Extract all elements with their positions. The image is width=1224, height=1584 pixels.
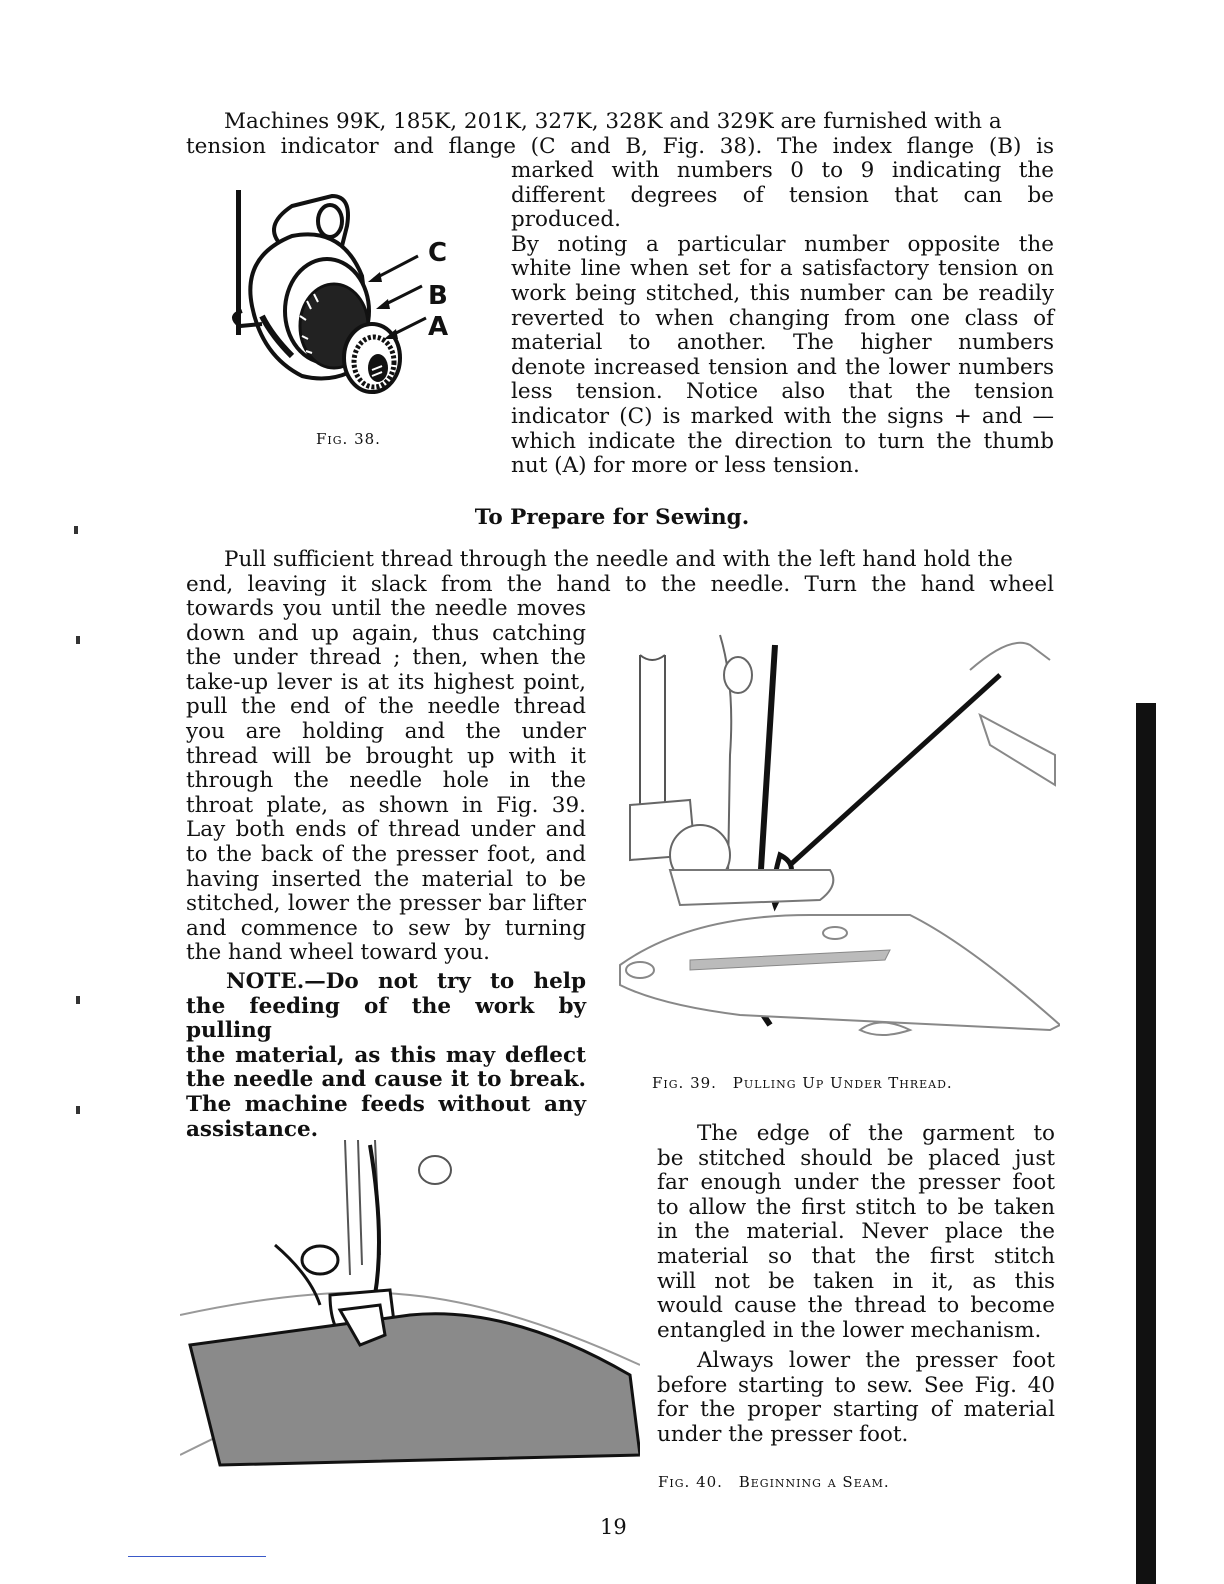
intro-wrap-line: By noting a particular number opposite the <box>511 231 1054 257</box>
fig39-caption-num: Fig. 39. <box>652 1074 717 1092</box>
fig39-illustration <box>610 615 1060 1055</box>
edge-line: would cause the thread to become <box>657 1293 1055 1319</box>
binding-mark <box>76 1106 80 1114</box>
note-last: assistance. <box>186 1116 319 1142</box>
prepare-narrow-line: stitched, lower the presser bar lifter <box>186 891 586 917</box>
edge-line: to allow the first stitch to be taken <box>657 1194 1055 1220</box>
intro-wrap-line: reverted to when changing from one class of <box>511 305 1054 331</box>
prepare-narrow-line: throat plate, as shown in Fig. 39. <box>186 792 586 818</box>
intro-wrap-line: work being stitched, this number can be readily <box>511 280 1054 306</box>
edge-line: will not be taken in it, as this <box>657 1268 1055 1294</box>
note-paragraph <box>186 970 586 1142</box>
binding-mark <box>76 636 80 644</box>
fig40-caption-title: Beginning a Seam. <box>738 1473 890 1491</box>
intro-wrap-text <box>511 159 1054 479</box>
note-line: the feeding of the work by pulling <box>186 993 586 1044</box>
intro-wrap-last: nut (A) for more or less tension. <box>511 453 860 479</box>
fig39-caption-title: Pulling Up Under Thread. <box>732 1074 953 1092</box>
fig39-hand <box>970 643 1050 670</box>
intro-line-1: Machines 99K, 185K, 201K, 327K, 328K and 329K are furnished with a <box>224 109 1002 134</box>
intro-line-2: tension indicator and flange (C and B, Fig. 38). The index flange (B) is <box>186 133 1054 159</box>
fig39-needle-thread <box>760 645 775 885</box>
edge-line: The edge of the garment to <box>697 1121 1055 1146</box>
fig38-label-b: B <box>428 281 448 311</box>
lower-paragraph <box>657 1349 1055 1447</box>
fig39-presser-foot <box>670 870 833 905</box>
fig39-caption <box>652 1074 953 1092</box>
section-heading: To Prepare for Sewing. <box>474 505 750 530</box>
edge-last: entangled in the lower mechanism. <box>657 1317 1042 1343</box>
intro-wrap-line: denote increased tension and the lower numbers <box>511 354 1054 380</box>
fig40-caption <box>658 1473 890 1491</box>
fig38-label-c: C <box>428 238 448 268</box>
edge-line: in the material. Never place the <box>657 1219 1055 1245</box>
lower-line: for the proper starting of material <box>657 1397 1055 1423</box>
prepare-narrow-line: down and up again, thus catching <box>186 620 586 646</box>
prepare-narrow-last: the hand wheel toward you. <box>186 940 491 966</box>
prepare-narrow-text <box>186 597 586 966</box>
intro-wrap-line: less tension. Notice also that the tension <box>511 379 1054 405</box>
binding-mark <box>74 526 78 534</box>
prepare-narrow-line: to the back of the presser foot, and <box>186 841 586 867</box>
fig39-under-thread <box>790 675 1000 865</box>
fig38-label-a: A <box>428 312 449 342</box>
note-line: the needle and cause it to break. <box>186 1067 586 1093</box>
fig38-tension-illustration <box>222 186 442 426</box>
prepare-narrow-line: you are holding and the under <box>186 718 586 744</box>
binding-mark <box>76 996 80 1004</box>
fig38-caption: Fig. 38. <box>316 430 381 448</box>
intro-wrap-line: indicator (C) is marked with the signs + and — <box>511 403 1054 429</box>
fig40-thread <box>370 1145 379 1295</box>
fig39-presser-bar <box>640 655 665 825</box>
intro-wrap-line: material to another. The higher numbers <box>511 330 1054 356</box>
intro-paragraph <box>186 110 1054 159</box>
edge-line: material so that the first stitch <box>657 1243 1055 1269</box>
prepare-line-1: Pull sufficient thread through the needle and with the left hand hold the <box>224 547 1013 572</box>
note-line: NOTE.—Do not try to help <box>226 969 586 994</box>
lower-last: under the presser foot. <box>657 1421 909 1447</box>
intro-wrap-line: white line when set for a satisfactory tension on <box>511 256 1054 282</box>
intro-wrap-line: different degrees of tension that can be produced. <box>511 182 1054 233</box>
edge-line: far enough under the presser foot <box>657 1170 1055 1196</box>
fig40-caption-num: Fig. 40. <box>658 1473 723 1491</box>
prepare-narrow-line: having inserted the material to be <box>186 866 586 892</box>
prepare-paragraph <box>186 548 1054 597</box>
fig40-needle-bar <box>345 1140 380 1275</box>
prepare-narrow-line: towards you until the needle moves <box>186 596 586 621</box>
lower-line: Always lower the presser foot <box>697 1348 1055 1373</box>
edge-paragraph <box>657 1122 1055 1343</box>
scan-edge-bar <box>1136 703 1156 1584</box>
prepare-narrow-line: pull the end of the needle thread <box>186 694 586 720</box>
prepare-narrow-line: Lay both ends of thread under and <box>186 817 586 843</box>
footnote-rule <box>128 1556 266 1557</box>
fig40-illustration <box>180 1135 640 1475</box>
note-line: the material, as this may deflect <box>186 1042 586 1068</box>
prepare-narrow-line: the under thread ; then, when the <box>186 645 586 671</box>
prepare-narrow-line: thread will be brought up with it <box>186 743 586 769</box>
lower-line: before starting to sew. See Fig. 40 <box>657 1372 1055 1398</box>
intro-wrap-line: marked with numbers 0 to 9 indicating the <box>511 158 1054 183</box>
fig40-thumb-screw <box>302 1246 338 1274</box>
prepare-narrow-line: take-up lever is at its highest point, <box>186 669 586 695</box>
prepare-line-2: end, leaving it slack from the hand to the needle. Turn the hand wheel <box>186 571 1054 597</box>
intro-wrap-line: which indicate the direction to turn the thumb <box>511 428 1054 454</box>
prepare-narrow-line: and commence to sew by turning <box>186 915 586 941</box>
note-line: The machine feeds without any <box>186 1091 586 1117</box>
page-number: 19 <box>600 1515 627 1539</box>
edge-line: be stitched should be placed just <box>657 1145 1055 1171</box>
prepare-narrow-line: through the needle hole in the <box>186 768 586 794</box>
